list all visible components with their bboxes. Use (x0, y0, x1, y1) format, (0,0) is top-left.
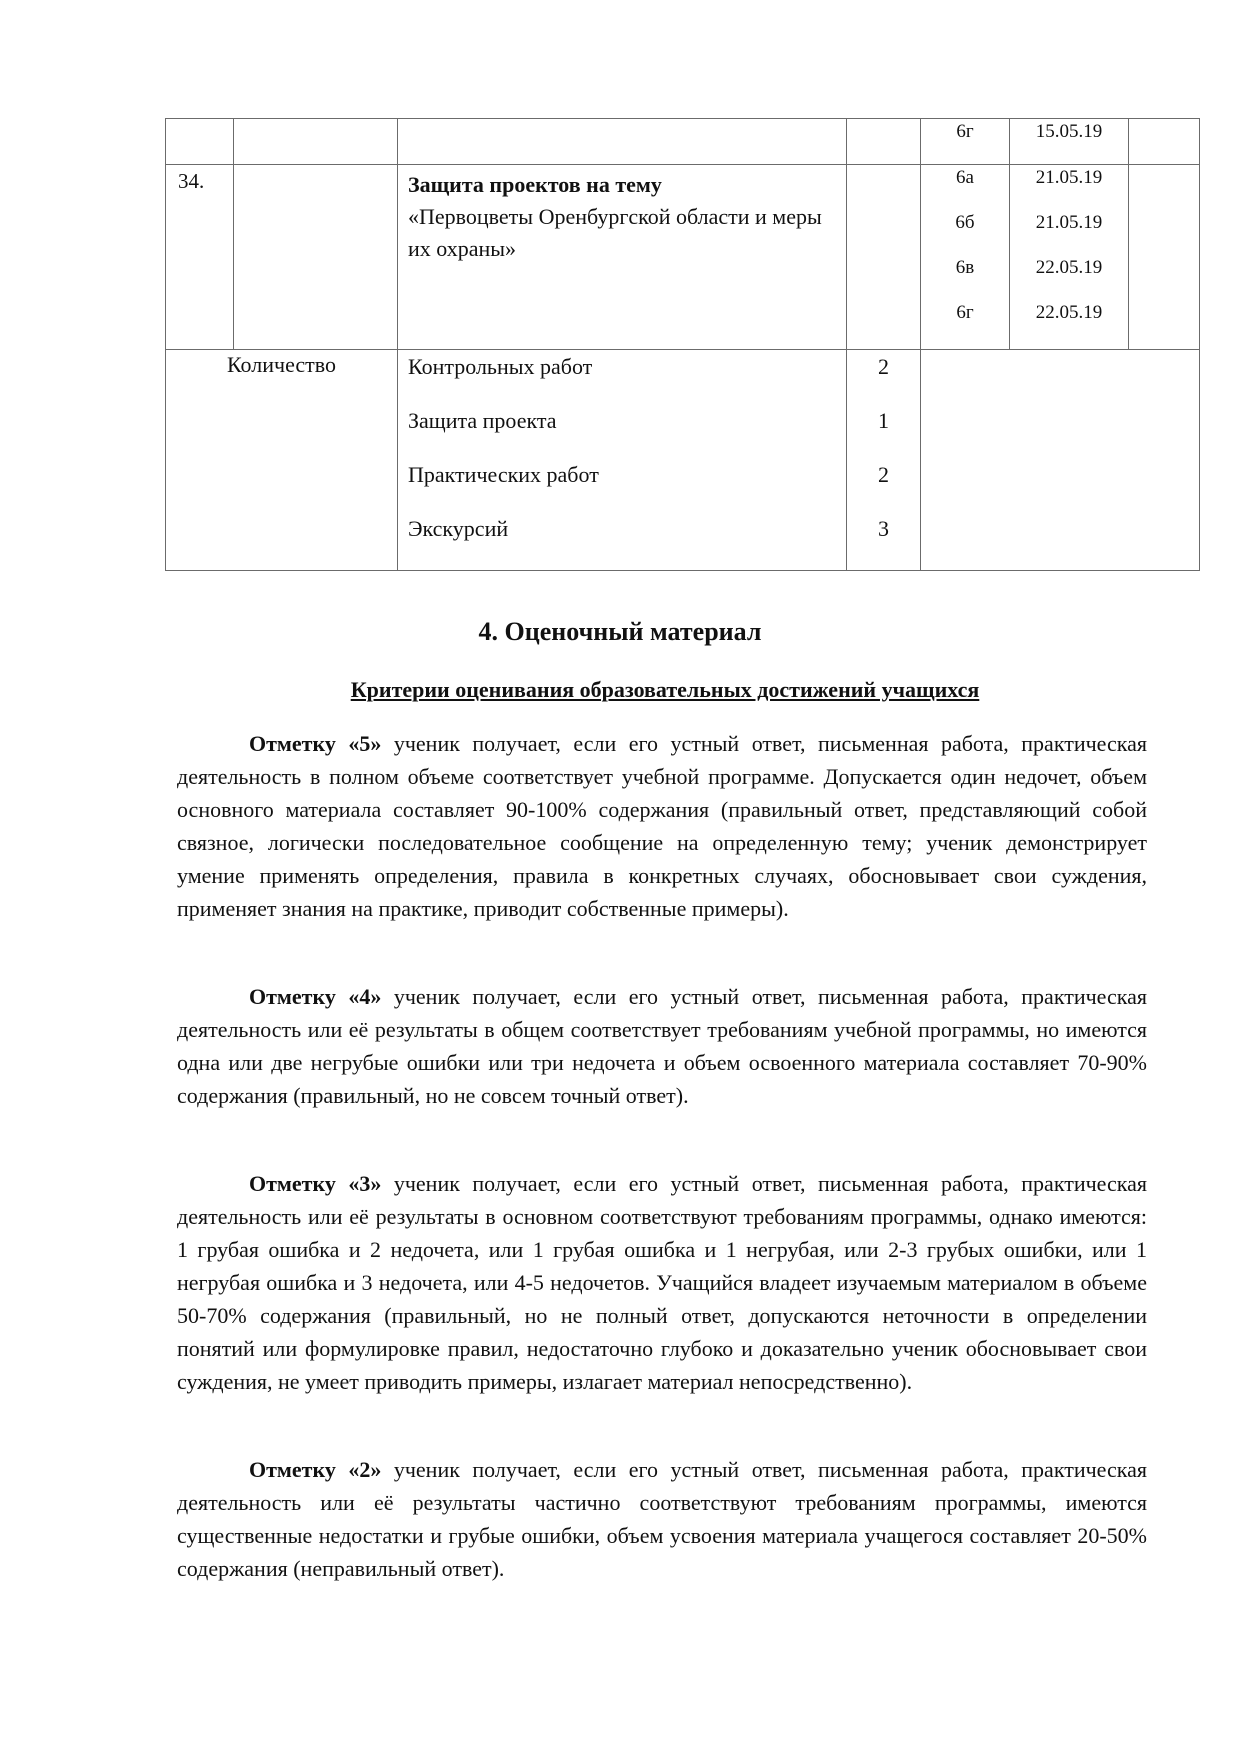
topic-heading: Защита проектов на тему (408, 172, 662, 197)
section-title: 4. Оценочный материал (478, 617, 762, 646)
quantity-values: 2 1 2 3 (847, 350, 921, 571)
date-cell: 21.05.19 21.05.19 22.05.19 22.05.19 (1010, 165, 1129, 350)
lesson-number: 34. (166, 165, 234, 350)
topic-text: «Первоцветы Оренбургской области и меры их охраны» (408, 204, 822, 261)
date-cell: 15.05.19 (1010, 119, 1129, 165)
quantity-label: Количество (166, 350, 398, 571)
grade-2-paragraph: Отметку «2» ученик получает, если его устный ответ, письменная работа, практическая деятельность или её результаты частично соответствуют требованиям программы, имеются существенные недостатки и грубые ошибки, объем усвоения материала учащегося составляет 20-50% содержания (неправильный ответ). (177, 1457, 1147, 1581)
lesson-topic (398, 165, 847, 350)
table-row (166, 119, 1200, 165)
class-cell: 6а 6б 6в 6г (921, 165, 1010, 350)
class-cell: 6г (921, 119, 1010, 165)
grade-5-paragraph: Отметку «5» ученик получает, если его устный ответ, письменная работа, практическая деятельность в полном объеме соответствует учебной программе. Допускается один недочет, объем основного материала составляет 90-100% содержания (правильный ответ, представляющий собой связное, логически последовательное сообщение на определенную тему; ученик демонстрирует умение применять определения, правила в конкретных случаях, обосновывает свои суждения, применяет знания на практике, приводит собственные примеры). (177, 731, 1147, 921)
table-row (166, 165, 1200, 350)
grade-4-paragraph: Отметку «4» ученик получает, если его устный ответ, письменная работа, практическая деятельность или её результаты в общем соответствует требованиям учебной программы, но имеются одна или две негрубые ошибки или три недочета и объем освоенного материала составляет 70-90% содержания (правильный, но не совсем точный ответ). (177, 984, 1147, 1108)
quantity-row (166, 350, 1200, 571)
quantity-names: Контрольных работ Защита проекта Практических работ Экскурсий (398, 350, 847, 571)
lesson-plan-table (165, 118, 1200, 571)
section-subtitle: Критерии оценивания образовательных достижений учащихся (350, 677, 980, 702)
grade-3-paragraph: Отметку «3» ученик получает, если его устный ответ, письменная работа, практическая деятельность или её результаты в основном соответствуют требованиям программы, однако имеются: 1 грубая ошибка и 2 недочета, или 1 грубая ошибка и 1 негрубая, или 2-3 грубых ошибки, или 1 негрубая ошибка и 3 недочета, или 4-5 недочетов. Учащийся владеет изучаемым материалом в объеме 50-70% содержания (правильный, но не полный ответ, допускаются неточности в определении понятий или формулировке правил, недостаточно глубоко и доказательно ученик обосновывает свои суждения, не умеет приводить примеры, излагает материал непосредственно). (177, 1171, 1147, 1394)
